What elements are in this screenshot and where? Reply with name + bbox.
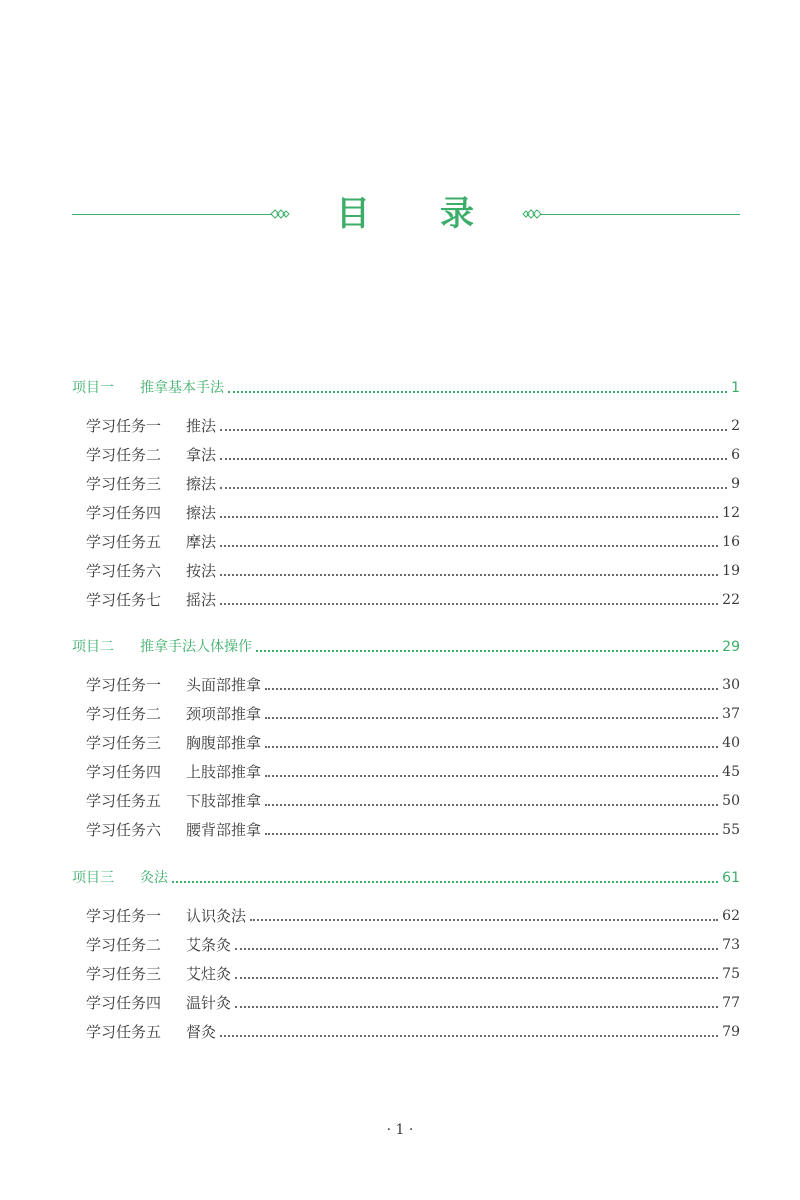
toc-leader-dots (220, 516, 718, 518)
toc-task-title: 腰背部推拿 (186, 821, 262, 839)
toc-project-entry[interactable] (0, 376, 800, 400)
toc-task-title: 按法 (186, 562, 217, 580)
toc-leader-dots (235, 1006, 718, 1008)
toc-leader-dots (250, 919, 718, 921)
toc-task-page-number: 45 (722, 764, 740, 780)
toc-task-entry[interactable] (0, 904, 800, 928)
toc-project-entry[interactable] (0, 635, 800, 659)
toc-task-page-number: 16 (722, 534, 740, 550)
toc-task-entry[interactable] (0, 588, 800, 612)
toc-task-entry[interactable] (0, 818, 800, 842)
toc-leader-dots (265, 688, 718, 690)
toc-task-page-number: 6 (731, 447, 740, 463)
toc-project-title: 推拿手法人体操作 (140, 639, 252, 655)
toc-task-title: 上肢部推拿 (186, 763, 262, 781)
toc-task-title: 擦法 (186, 504, 217, 522)
toc-task-label: 学习任务一 (86, 676, 162, 694)
toc-project-page-number: 29 (722, 639, 740, 655)
toc-task-title: 督灸 (186, 1023, 217, 1041)
toc-task-entry[interactable] (0, 559, 800, 583)
toc-task-title: 头面部推拿 (186, 676, 262, 694)
toc-task-entry[interactable] (0, 1020, 800, 1044)
toc-project-title: 推拿基本手法 (140, 380, 224, 396)
toc-leader-dots (220, 603, 718, 605)
toc-task-title: 艾炷灸 (186, 965, 232, 983)
toc-task-entry[interactable] (0, 760, 800, 784)
toc-task-title: 颈项部推拿 (186, 705, 262, 723)
toc-task-label: 学习任务四 (86, 504, 162, 522)
toc-leader-dots (220, 1035, 718, 1037)
toc-leader-dots (220, 429, 727, 431)
toc-project-page-number: 1 (731, 380, 740, 396)
toc-task-page-number: 73 (722, 937, 740, 953)
toc-task-title: 下肢部推拿 (186, 792, 262, 810)
toc-task-page-number: 37 (722, 706, 740, 722)
toc-task-page-number: 77 (722, 995, 740, 1011)
toc-leader-dots (256, 650, 718, 652)
toc-task-title: 拿法 (186, 446, 217, 464)
toc-task-label: 学习任务五 (86, 792, 162, 810)
toc-task-title: 认识灸法 (186, 907, 247, 925)
toc-task-label: 学习任务六 (86, 821, 162, 839)
toc-task-entry[interactable] (0, 702, 800, 726)
toc-project-label: 项目二 (72, 639, 114, 655)
toc-task-label: 学习任务三 (86, 965, 162, 983)
toc-task-label: 学习任务一 (86, 417, 162, 435)
toc-task-title: 擦法 (186, 475, 217, 493)
toc-leader-dots (265, 746, 718, 748)
toc-leader-dots (235, 977, 718, 979)
toc-leader-dots (220, 458, 727, 460)
toc-leader-dots (265, 804, 718, 806)
toc-task-label: 学习任务六 (86, 562, 162, 580)
toc-task-page-number: 19 (722, 563, 740, 579)
toc-task-label: 学习任务三 (86, 475, 162, 493)
toc-task-label: 学习任务一 (86, 907, 162, 925)
toc-leader-dots (235, 948, 718, 950)
toc-task-page-number: 50 (722, 793, 740, 809)
toc-task-title: 温针灸 (186, 994, 232, 1012)
toc-project-label: 项目三 (72, 870, 114, 886)
toc-task-entry[interactable] (0, 530, 800, 554)
toc-task-entry[interactable] (0, 673, 800, 697)
toc-task-page-number: 22 (722, 592, 740, 608)
toc-task-title: 胸腹部推拿 (186, 734, 262, 752)
toc-task-label: 学习任务二 (86, 705, 162, 723)
toc-task-label: 学习任务五 (86, 533, 162, 551)
toc-task-title: 艾条灸 (186, 936, 232, 954)
toc-task-entry[interactable] (0, 933, 800, 957)
toc-leader-dots (228, 391, 727, 393)
toc-task-entry[interactable] (0, 962, 800, 986)
toc-task-page-number: 9 (731, 476, 740, 492)
toc-task-label: 学习任务二 (86, 446, 162, 464)
page-number: · 1 · (386, 1122, 414, 1138)
toc-task-entry[interactable] (0, 501, 800, 525)
toc-task-title: 摩法 (186, 533, 217, 551)
toc-task-page-number: 62 (722, 908, 740, 924)
toc-task-entry[interactable] (0, 731, 800, 755)
toc-task-title: 推法 (186, 417, 217, 435)
toc-project-title: 灸法 (140, 870, 168, 886)
toc-task-entry[interactable] (0, 443, 800, 467)
toc-task-page-number: 30 (722, 677, 740, 693)
toc-task-entry[interactable] (0, 414, 800, 438)
toc-leader-dots (220, 487, 727, 489)
toc-task-page-number: 12 (722, 505, 740, 521)
toc-leader-dots (265, 833, 718, 835)
toc-task-label: 学习任务五 (86, 1023, 162, 1041)
toc-leader-dots (220, 545, 718, 547)
page-title-char-2: 录 (440, 194, 474, 234)
toc-task-entry[interactable] (0, 789, 800, 813)
toc-leader-dots (172, 881, 718, 883)
toc-task-entry[interactable] (0, 991, 800, 1015)
toc-task-page-number: 79 (722, 1024, 740, 1040)
toc-leader-dots (265, 717, 718, 719)
toc-leader-dots (265, 775, 718, 777)
toc-task-entry[interactable] (0, 472, 800, 496)
page-title-char-1: 目 (336, 194, 370, 234)
toc-project-label: 项目一 (72, 380, 114, 396)
toc-task-title: 摇法 (186, 591, 217, 609)
toc-leader-dots (220, 574, 718, 576)
toc-task-label: 学习任务四 (86, 994, 162, 1012)
toc-project-page-number: 61 (722, 870, 740, 886)
toc-task-label: 学习任务三 (86, 734, 162, 752)
toc-task-label: 学习任务七 (86, 591, 162, 609)
toc-project-entry[interactable] (0, 866, 800, 890)
toc-task-page-number: 40 (722, 735, 740, 751)
toc-task-page-number: 55 (722, 822, 740, 838)
toc-task-page-number: 2 (731, 418, 740, 434)
toc-task-label: 学习任务四 (86, 763, 162, 781)
toc-task-label: 学习任务二 (86, 936, 162, 954)
toc-task-page-number: 75 (722, 966, 740, 982)
